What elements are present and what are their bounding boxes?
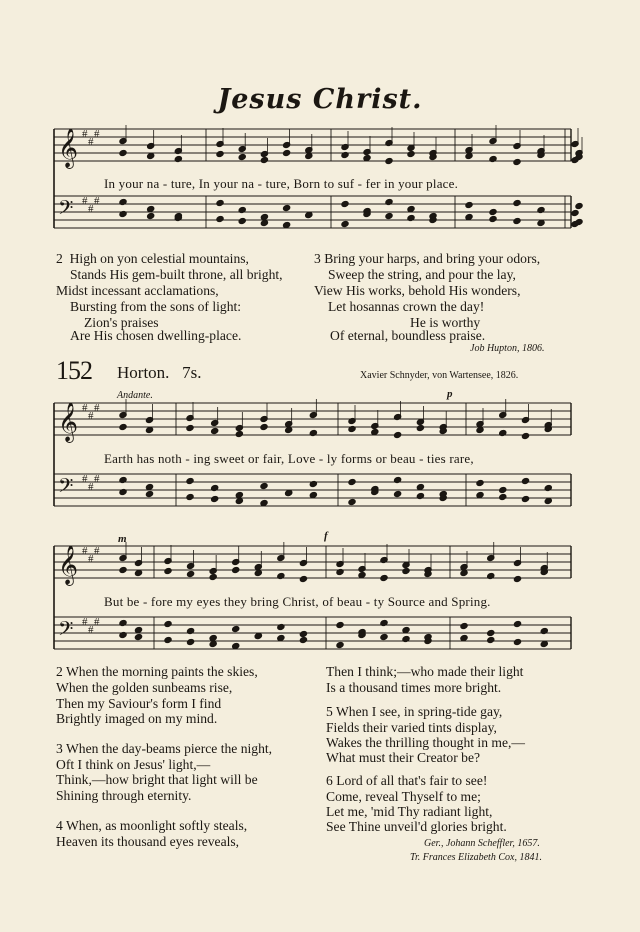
notehead	[489, 155, 497, 162]
sharp-icon: #	[88, 203, 94, 215]
notehead	[309, 491, 317, 498]
notehead	[283, 149, 291, 156]
verse-line: Wakes the thrilling thought in me,—	[326, 735, 526, 750]
notehead	[513, 638, 521, 645]
hymn-number: 152	[56, 356, 92, 385]
verse-line: See Thine unveil'd glories bright.	[326, 819, 507, 834]
notehead	[147, 212, 155, 219]
notehead	[145, 426, 153, 433]
verse-line: Then I think;—who made their light	[326, 664, 524, 679]
notehead	[164, 567, 172, 574]
notehead	[460, 622, 468, 629]
notehead	[299, 636, 307, 643]
notehead	[336, 641, 344, 648]
notehead	[119, 566, 127, 573]
notehead	[416, 492, 424, 499]
notehead	[407, 150, 415, 157]
notehead	[489, 208, 497, 215]
notehead	[299, 575, 307, 582]
notehead	[260, 219, 268, 226]
notehead	[186, 424, 194, 431]
verse-line: What must their Creator be?	[326, 750, 481, 765]
notehead	[209, 573, 217, 580]
sharp-icon: #	[94, 128, 100, 140]
notehead	[283, 204, 291, 211]
notehead	[371, 428, 379, 435]
verse-3-top: 3 Bring your harps, and bring your odors,	[314, 251, 541, 266]
verse-line: Brightly imaged on my mind.	[56, 711, 218, 726]
notehead	[521, 477, 529, 484]
notehead	[465, 152, 473, 159]
notehead	[513, 217, 521, 224]
verse-line: Bursting from the sons of light:	[70, 299, 242, 314]
notehead	[540, 627, 548, 634]
notehead	[305, 152, 313, 159]
bass-clef-icon: 𝄢	[58, 474, 74, 502]
notehead	[394, 431, 402, 438]
lyric-line-1: Earth has noth - ing sweet or fair, Love - ly forms or beau - ties rare,	[104, 451, 474, 466]
verse-3: 3 When the day-beams pierce the night,	[56, 741, 273, 756]
verse-line: Fields their varied tints display,	[326, 720, 497, 735]
notehead	[238, 217, 246, 224]
notehead	[260, 499, 268, 506]
notehead	[513, 575, 521, 582]
section-title: Jesus Christ.	[217, 84, 423, 115]
verse-line: View His works, behold His wonders,	[314, 283, 521, 298]
notehead	[571, 156, 579, 163]
notehead	[119, 149, 127, 156]
notehead	[119, 488, 127, 495]
sharp-icon: #	[82, 128, 88, 140]
tempo-marking: Andante.	[117, 390, 153, 401]
notehead	[341, 200, 349, 207]
notehead	[211, 495, 219, 502]
lyric-line-2: But be - fore my eyes they bring Christ, of beau - ty Source and Spring.	[104, 594, 491, 609]
notehead	[537, 219, 545, 226]
notehead	[402, 626, 410, 633]
notehead	[537, 206, 545, 213]
notehead	[119, 476, 127, 483]
notehead	[187, 627, 195, 634]
notehead	[402, 567, 410, 574]
bass-clef-icon: 𝄢	[58, 196, 74, 224]
treble-clef-icon: 𝄞	[58, 128, 79, 168]
notehead	[540, 640, 548, 647]
notehead	[407, 214, 415, 221]
notehead	[260, 482, 268, 489]
verse-6: 6 Lord of all that's fair to see!	[326, 773, 488, 788]
sharp-icon: #	[88, 136, 94, 148]
notehead	[571, 209, 579, 216]
notehead	[487, 636, 495, 643]
verse-line: Think,—how bright that light will be	[56, 772, 258, 787]
notehead	[385, 198, 393, 205]
notehead	[145, 483, 153, 490]
notehead	[260, 423, 268, 430]
notehead	[232, 566, 240, 573]
verse-line: Stands His gem-built throne, all bright,	[70, 267, 283, 282]
sharp-icon: #	[82, 545, 88, 557]
dynamic-mark: p	[447, 388, 453, 400]
tune-name: Horton. 7s.	[117, 363, 202, 382]
notehead	[235, 491, 243, 498]
notehead	[489, 215, 497, 222]
notehead	[380, 574, 388, 581]
notehead	[348, 498, 356, 505]
verse-line: Heaven its thousand eyes reveals,	[56, 834, 240, 849]
verse-line: Is a thousand times more bright.	[326, 680, 502, 695]
sharp-icon: #	[88, 553, 94, 565]
treble-clef-icon: 𝄞	[58, 545, 79, 585]
verse-line: Come, reveal Thyself to me;	[326, 789, 481, 804]
notehead	[348, 478, 356, 485]
verse-line: Midst incessant acclamations,	[56, 283, 219, 298]
notehead	[232, 625, 240, 632]
sharp-icon: #	[82, 473, 88, 485]
verse-line: Then my Saviour's form I find	[56, 696, 222, 711]
notehead	[380, 633, 388, 640]
author-credit: Job Hupton, 1806.	[470, 343, 545, 354]
sharp-icon: #	[88, 481, 94, 493]
notehead	[416, 424, 424, 431]
verse-5: 5 When I see, in spring-tide gay,	[326, 704, 503, 719]
verse-line: Of eternal, boundless praise.	[330, 328, 486, 343]
notehead	[487, 572, 495, 579]
notehead	[305, 211, 313, 218]
sharp-icon: #	[82, 616, 88, 628]
notehead	[513, 199, 521, 206]
notehead	[235, 497, 243, 504]
notehead	[336, 621, 344, 628]
notehead	[211, 427, 219, 434]
verse-line: He is worthy	[410, 315, 481, 330]
notehead	[285, 489, 293, 496]
notehead	[260, 213, 268, 220]
notehead	[348, 425, 356, 432]
notehead	[309, 480, 317, 487]
lyric-line-top: In your na - ture, In your na - ture, Born to suf - fer in your place.	[104, 176, 459, 191]
verse-2-top: 2 High on yon celestial mountains,	[56, 251, 249, 266]
notehead	[186, 493, 194, 500]
sharp-icon: #	[82, 402, 88, 414]
notehead	[216, 215, 224, 222]
notehead	[254, 569, 262, 576]
notehead	[147, 152, 155, 159]
notehead	[513, 620, 521, 627]
notehead	[499, 429, 507, 436]
notehead	[164, 620, 172, 627]
sharp-icon: #	[94, 195, 100, 207]
notehead	[211, 484, 219, 491]
notehead	[134, 569, 142, 576]
sharp-icon: #	[88, 624, 94, 636]
author-credit: Ger., Johann Scheffler, 1657.	[424, 838, 540, 849]
notehead	[277, 623, 285, 630]
dynamic-mark: f	[324, 530, 328, 542]
verse-line: When the golden sunbeams rise,	[56, 680, 233, 695]
notehead	[134, 626, 142, 633]
notehead	[544, 484, 552, 491]
verse-4: 4 When, as moonlight softly steals,	[56, 818, 248, 833]
notehead	[465, 201, 473, 208]
notehead	[119, 423, 127, 430]
notehead	[209, 640, 217, 647]
verse-line: Let hosannas crown the day!	[328, 299, 485, 314]
notehead	[476, 426, 484, 433]
notehead	[186, 477, 194, 484]
notehead	[119, 619, 127, 626]
notehead	[521, 432, 529, 439]
notehead	[394, 490, 402, 497]
notehead	[407, 205, 415, 212]
notehead	[363, 154, 371, 161]
notehead	[238, 153, 246, 160]
notehead	[341, 220, 349, 227]
notehead	[119, 210, 127, 217]
translator-credit: Tr. Frances Elizabeth Cox, 1841.	[410, 852, 542, 863]
notehead	[238, 206, 246, 213]
notehead	[254, 632, 262, 639]
notehead	[299, 630, 307, 637]
sharp-icon: #	[82, 195, 88, 207]
notehead	[145, 490, 153, 497]
notehead	[394, 476, 402, 483]
notehead	[476, 491, 484, 498]
notehead	[209, 634, 217, 641]
notehead	[385, 212, 393, 219]
notehead	[358, 571, 366, 578]
notehead	[460, 569, 468, 576]
notehead	[460, 634, 468, 641]
notehead	[119, 631, 127, 638]
notehead	[309, 429, 317, 436]
sharp-icon: #	[88, 410, 94, 422]
dynamic-mark: m	[118, 533, 127, 545]
notehead	[416, 483, 424, 490]
treble-clef-icon: 𝄞	[58, 402, 79, 442]
notehead	[513, 158, 521, 165]
notehead	[277, 634, 285, 641]
notehead	[575, 202, 583, 209]
notehead	[134, 633, 142, 640]
notehead	[571, 220, 579, 227]
notehead	[341, 151, 349, 158]
notehead	[499, 486, 507, 493]
verse-line: Let me, 'mid Thy radiant light,	[326, 804, 493, 819]
composer-credit: Xavier Schnyder, von Wartensee, 1826.	[360, 370, 519, 381]
verse-line: Zion's praises	[84, 315, 159, 330]
notehead	[544, 497, 552, 504]
notehead	[147, 205, 155, 212]
notehead	[285, 426, 293, 433]
notehead	[487, 629, 495, 636]
notehead	[187, 638, 195, 645]
notehead	[336, 568, 344, 575]
verse-line: Are His chosen dwelling-place.	[70, 328, 242, 343]
notehead	[465, 213, 473, 220]
notehead	[476, 479, 484, 486]
verse-line: Oft I think on Jesus' light,—	[56, 757, 211, 772]
sharp-icon: #	[94, 616, 100, 628]
notehead	[277, 572, 285, 579]
bass-clef-icon: 𝄢	[58, 617, 74, 645]
notehead	[521, 495, 529, 502]
notehead	[119, 198, 127, 205]
verse-2: 2 When the morning paints the skies,	[56, 664, 258, 679]
notehead	[385, 157, 393, 164]
sharp-icon: #	[94, 473, 100, 485]
notehead	[216, 150, 224, 157]
notehead	[216, 199, 224, 206]
notehead	[187, 570, 195, 577]
notehead	[380, 619, 388, 626]
notehead	[232, 642, 240, 649]
notehead	[260, 156, 268, 163]
notehead	[283, 221, 291, 228]
notehead	[235, 430, 243, 437]
verse-line: Shining through eternity.	[56, 788, 192, 803]
notehead	[174, 155, 182, 162]
notehead	[499, 493, 507, 500]
sharp-icon: #	[94, 402, 100, 414]
sharp-icon: #	[94, 545, 100, 557]
notehead	[402, 635, 410, 642]
notehead	[164, 636, 172, 643]
verse-line: Sweep the string, and pour the lay,	[328, 267, 516, 282]
